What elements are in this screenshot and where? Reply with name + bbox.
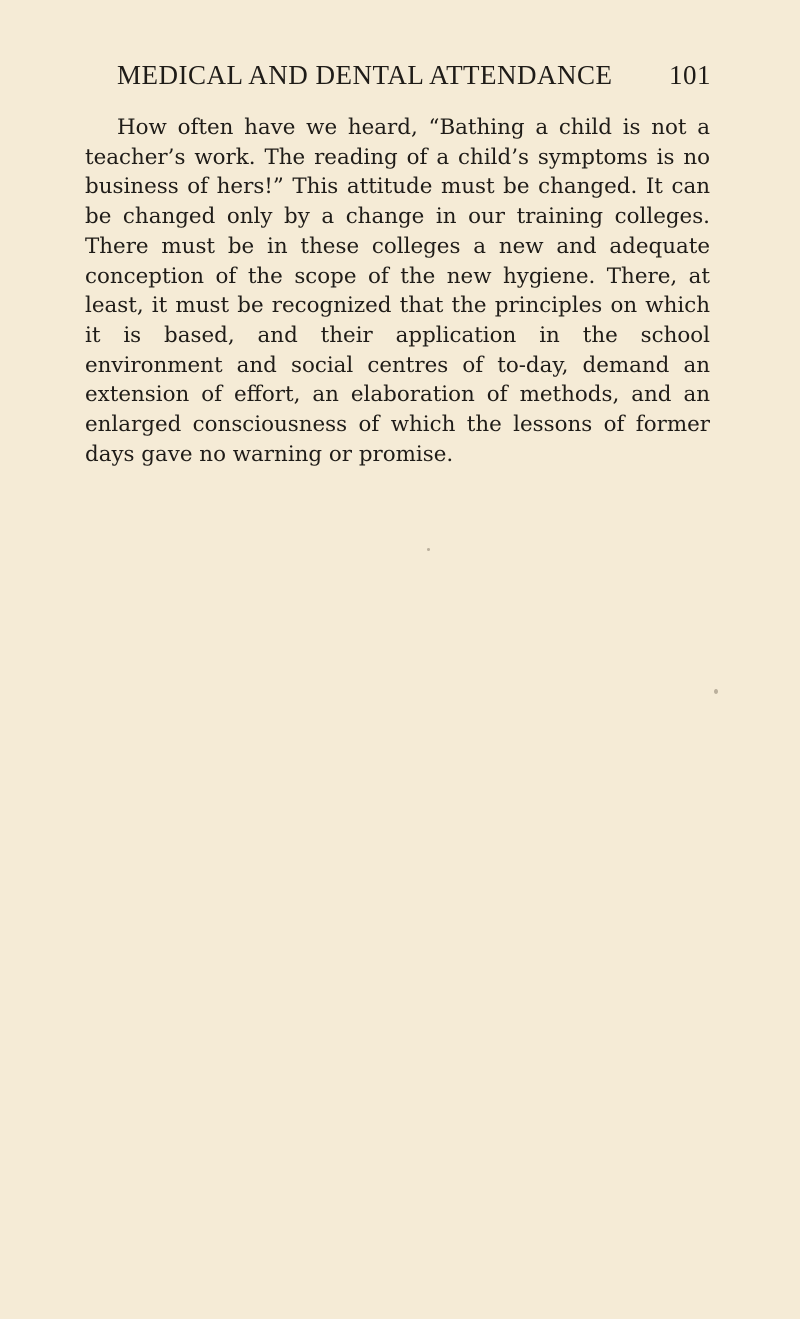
paper-speck [714,689,718,694]
body-paragraph: How often have we heard, “Bathing a child is not a teacher’s work. The reading of a child’s symptoms is no business of hers!” This attitude must be changed. It can be changed only by a change in our training colleges. There must be in these colleges a new and adequate conception of the scope of the new hygiene. There, at least, it must be recognized that the principles on which it is based, and their application in the school environment and social centres of to-day, demand an extension of effort, an elaboration of methods, and an enlarged consciousness of which the lessons of former days gave no warning or promise. [85,115,710,467]
running-head [117,60,711,100]
page-number: 101 [669,60,711,90]
paper-speck [427,548,430,551]
running-head-title: MEDICAL AND DENTAL ATTENDANCE [117,60,613,90]
